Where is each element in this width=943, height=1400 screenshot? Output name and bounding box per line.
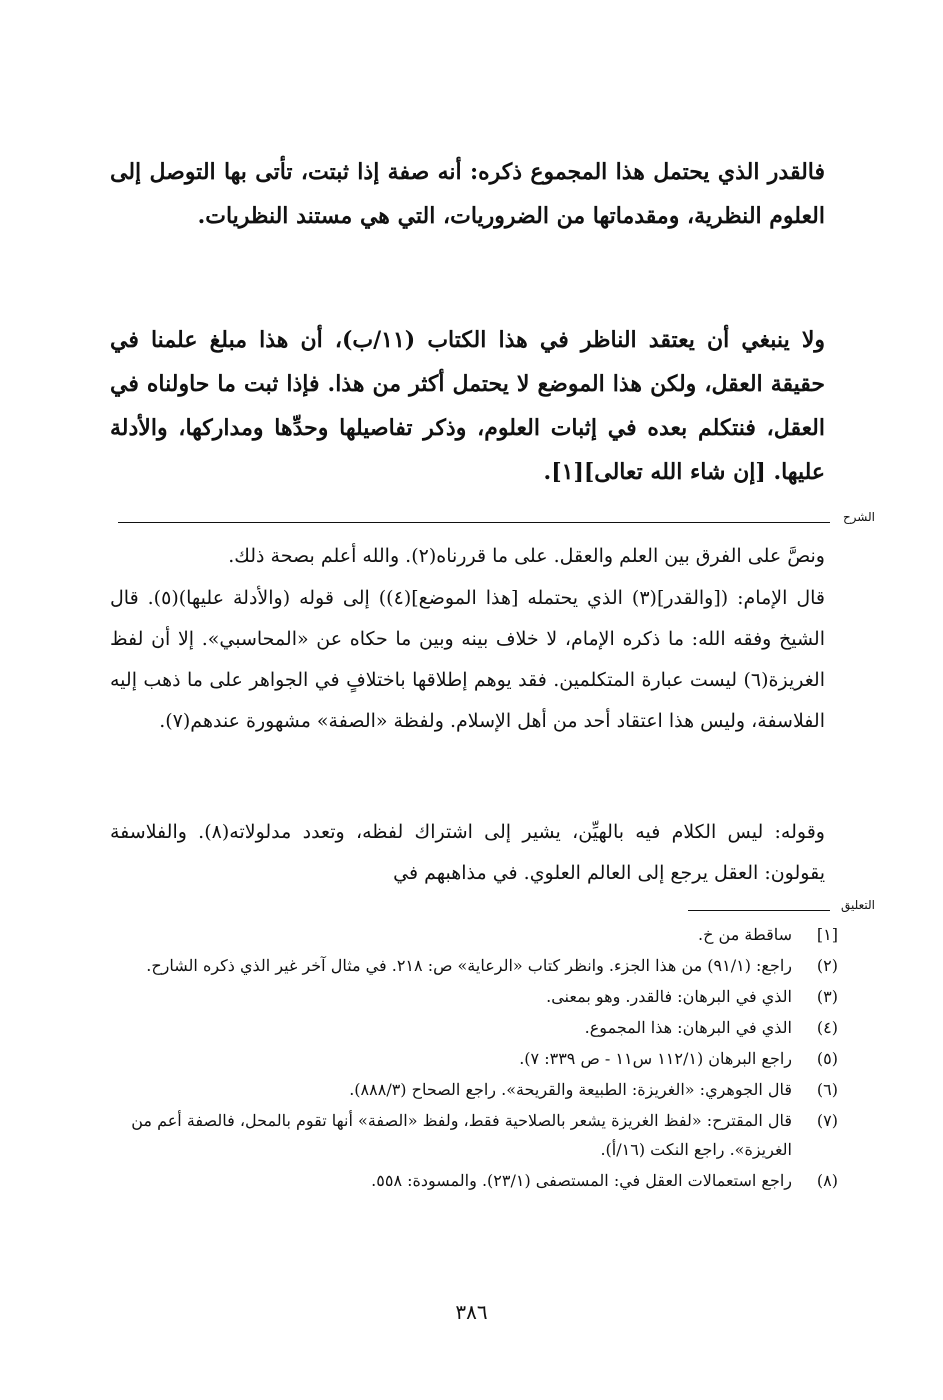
footnote-item <box>108 1075 838 1104</box>
matn-paragraph-1: فالقدر الذي يحتمل هذا المجموع ذكره: أنه صفة إذا ثبتت، تأتى بها التوصل إلى العلوم النظرية، ومقدماتها من الضروريات، التي هي مستند النظريات. <box>110 159 825 229</box>
footnote-number: (٤) <box>816 1018 838 1037</box>
footnote-item <box>108 1044 838 1073</box>
footnote-number: (٢) <box>816 956 838 975</box>
sharh-paragraph-3: وقوله: ليس الكلام فيه بالهيِّن، يشير إلى اشتراك لفظه، وتعدد مدلولاته(٨). والفلاسفة يقولون: العقل يرجع إلى العالم العلوي. في مذاهبهم في <box>110 821 825 884</box>
sharh-paragraph-2: قال الإمام: ([والقدر](٣) الذي يحتمله [هذا الموضع](٤)) إلى قوله (والأدلة عليها)(٥). قال الشيخ وفقه الله: ما ذكره الإمام، لا خلاف بينه وبين ما حكاه عن «المحاسبي». إلا أن لفظ الغريزة(٦) ليست عبارة المتكلمين. فقد يوهم إطلاقها باختلافٍ في الجواهر على ما ذهب إليه الفلاسفة، وليس هذا اعتقاد أحد من أهل الإسلام. ولفظة «الصفة» مشهورة عندهم(٧). <box>110 587 826 732</box>
footnote-number: (٣) <box>816 987 838 1006</box>
footnote-number: (٨) <box>816 1171 838 1190</box>
footnote-number: (٦) <box>816 1080 838 1099</box>
footnote-item <box>108 920 838 949</box>
footnote-text: الذي في البرهان: هذا المجموع. <box>584 1018 792 1037</box>
footnote-item <box>108 982 838 1011</box>
footnote-text: قال الجوهري: «الغريزة: الطبيعة والقريحة». راجع الصحاح (٨٨٨/٣). <box>349 1080 792 1099</box>
footnote-text: راجع: (٩١/١) من هذا الجزء. وانظر كتاب «الرعاية» ص: ٢١٨. في مثال آخر غير الذي ذكره الشارح. <box>146 956 792 975</box>
footnote-divider <box>688 910 830 911</box>
footnote-list <box>108 920 838 1197</box>
taliq-label: التعليق <box>840 898 875 912</box>
sharh-divider <box>118 522 830 523</box>
footnote-text: الذي في البرهان: فالقدر. وهو بمعنى. <box>546 987 792 1006</box>
footnote-number: [١] <box>816 925 838 944</box>
footnote-number: (٥) <box>816 1049 838 1068</box>
footnote-text: راجع البرهان (١١٢/١ س١١ - ص ٣٣٩: ٧). <box>519 1049 792 1068</box>
page-number: ٣٨٦ <box>455 1300 488 1324</box>
matn-paragraph-2: ولا ينبغي أن يعتقد الناظر في هذا الكتاب (١١/ب)، أن هذا مبلغ علمنا في حقيقة العقل، ولكن هذا الموضع لا يحتمل أكثر من هذا. فإذا ثبت ما حاولناه في العقل، فنتكلم بعده في إثبات العلوم، وذكر تفاصيلها وحدِّها ومداركها، والأدلة عليها. [إن شاء الله تعالى][١]. <box>110 327 825 485</box>
footnote-text: راجع استعمالات العقل في: المستصفى (٢٣/١). والمسودة: ٥٥٨. <box>371 1171 792 1190</box>
footnote-item <box>108 951 838 980</box>
footnote-item <box>108 1013 838 1042</box>
footnote-item <box>108 1106 838 1164</box>
footnote-number: (٧) <box>816 1111 838 1130</box>
sharh-paragraph-1: ونصَّ على الفرق بين العلم والعقل. على ما قررناه(٢). والله أعلم بصحة ذلك. <box>228 545 825 567</box>
footnote-text: ساقطة من خ. <box>698 925 792 944</box>
sharh-label: الشرح <box>842 510 875 524</box>
footnote-item <box>108 1166 838 1195</box>
footnote-text: قال المقترح: «لفظ الغريزة يشعر بالصلاحية فقط، ولفظ «الصفة» أنها تقوم بالمحل، فالصفة أعم من الغريزة». راجع النكت (١٦/أ). <box>131 1111 792 1159</box>
